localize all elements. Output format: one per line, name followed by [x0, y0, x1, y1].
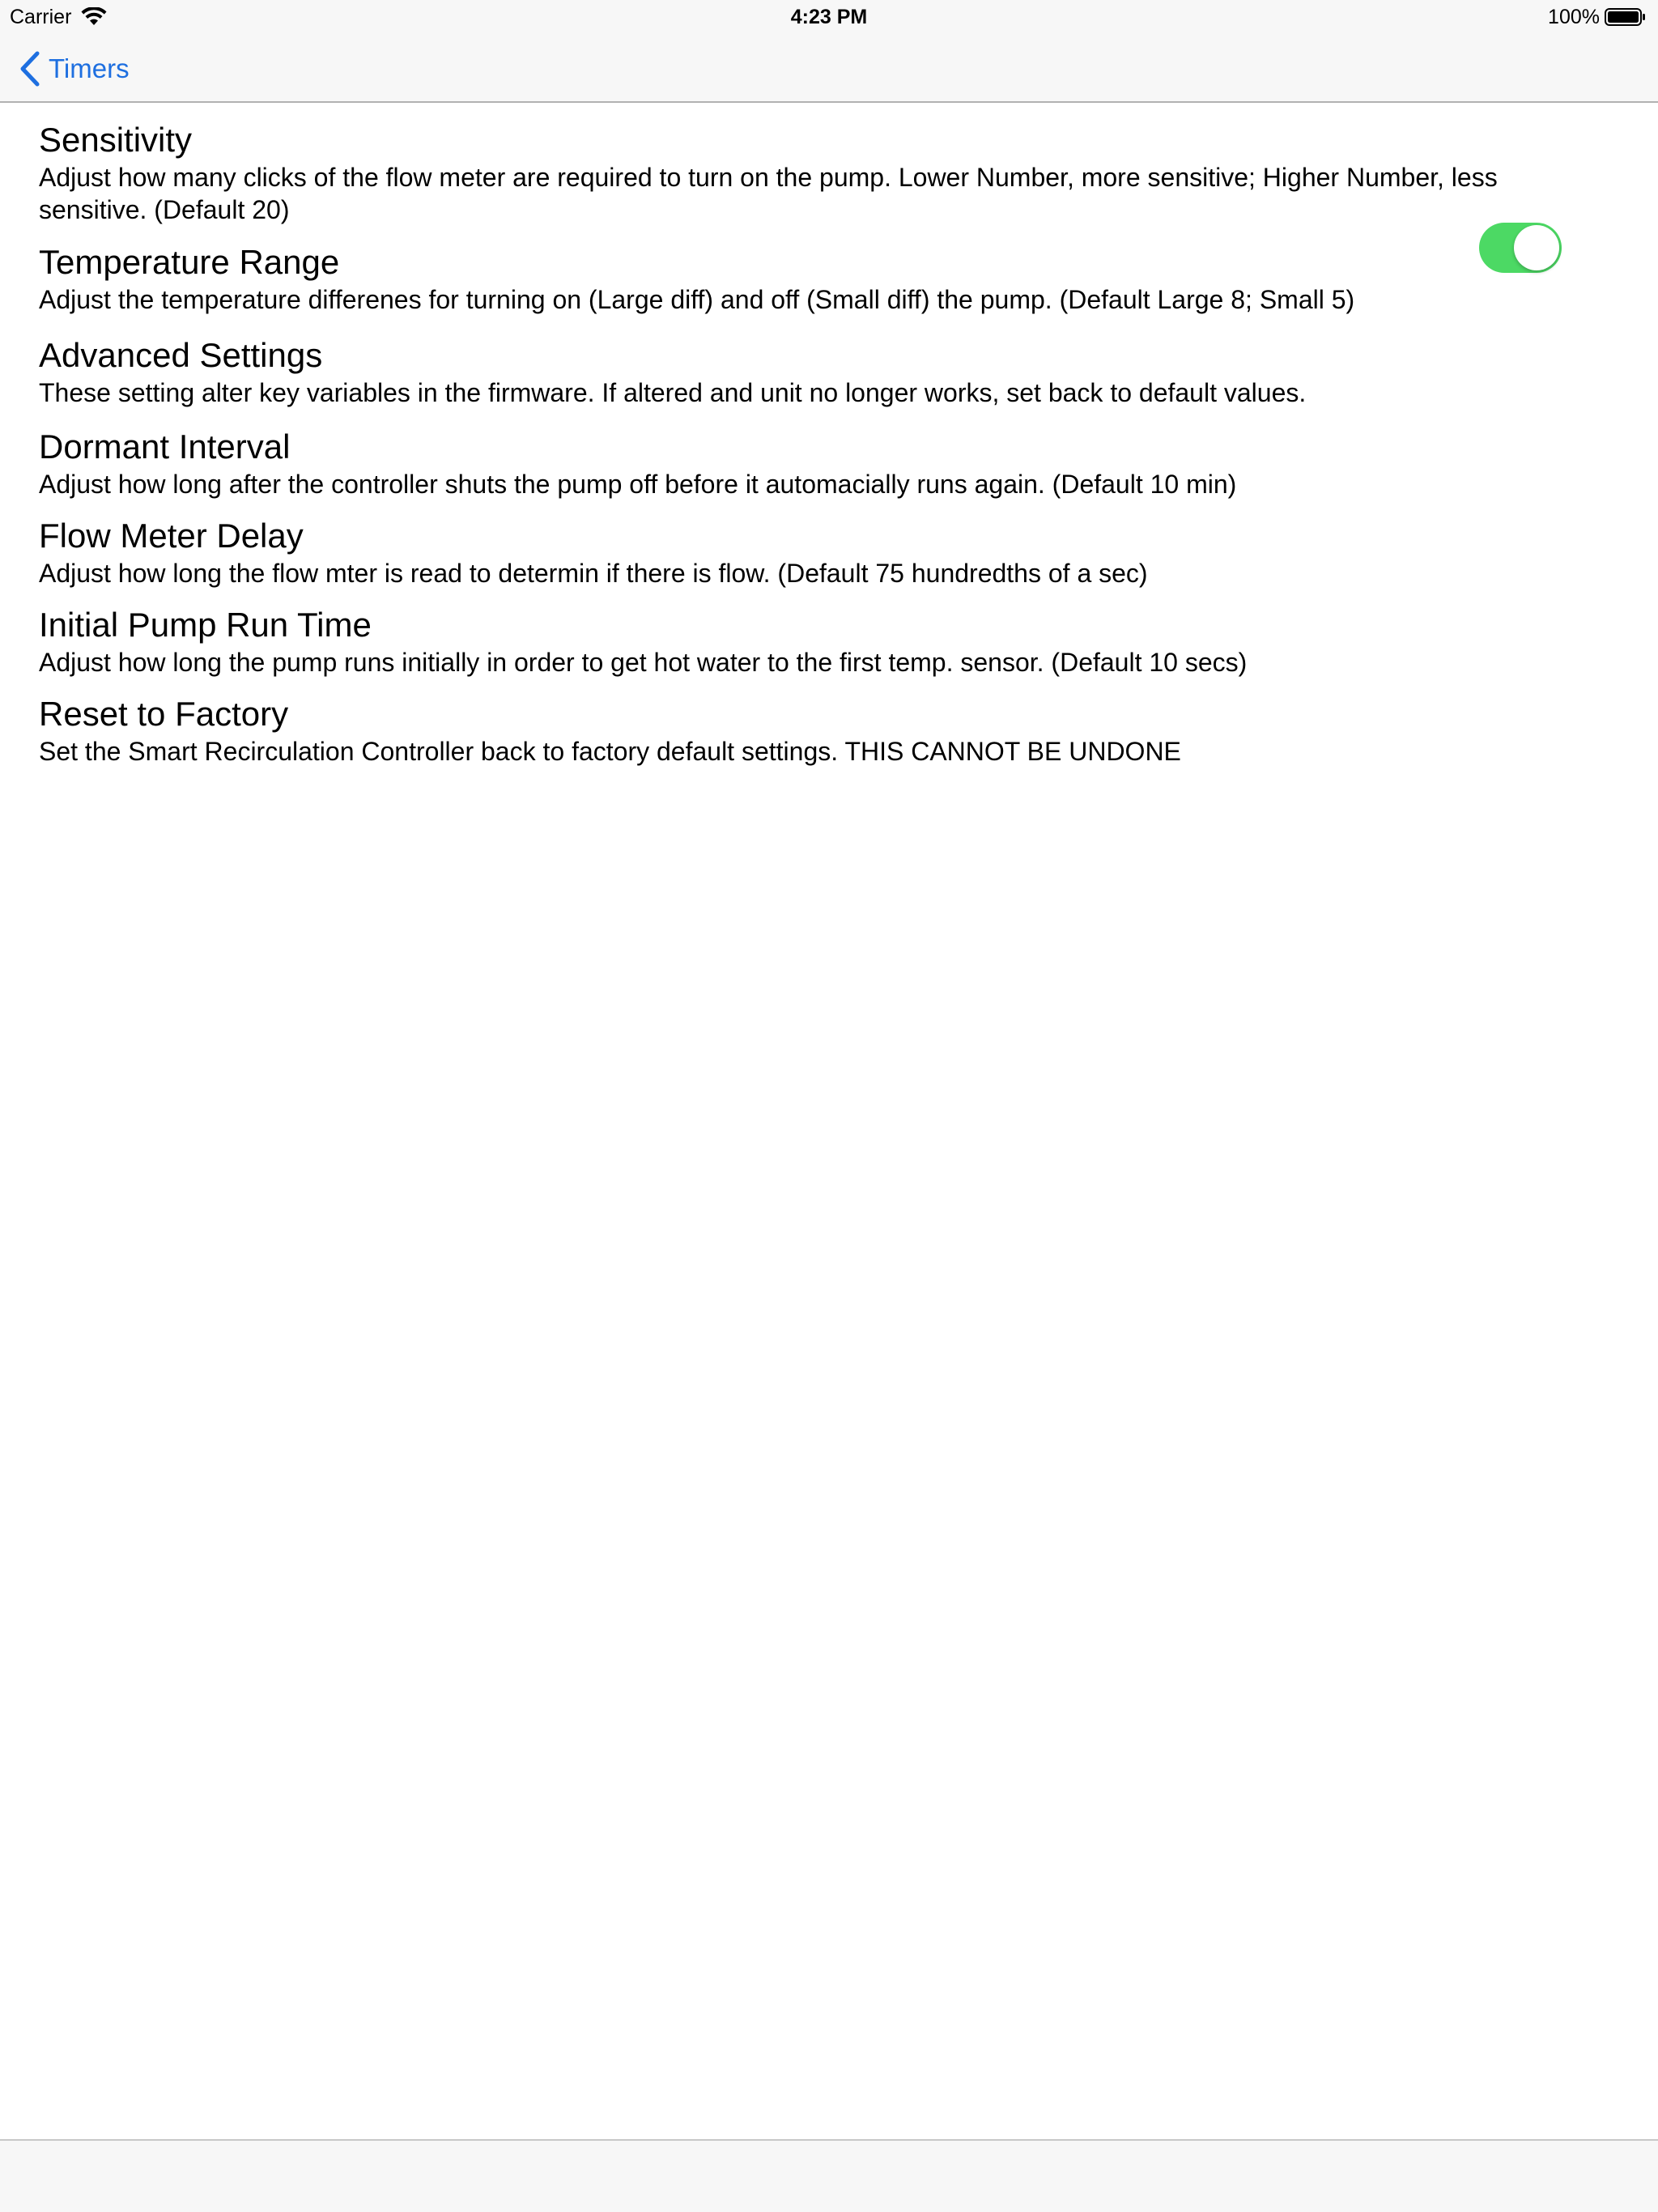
setting-title: Temperature Range: [39, 243, 340, 281]
status-battery: [1548, 4, 1647, 30]
setting-description: Set the Smart Recirculation Controller back to factory default settings. THIS CANNOT BE UNDONE: [39, 737, 1181, 766]
setting-temperature-range[interactable]: [39, 241, 1593, 316]
setting-description: Adjust the temperature differenes for turning on (Large diff) and off (Small diff) the pump. (Default Large 8; Small 5): [39, 285, 1355, 314]
battery-icon: [1605, 7, 1647, 27]
setting-description: Adjust how long the flow mter is read to determin if there is flow. (Default 75 hundredths of a sec): [39, 559, 1148, 588]
setting-title: Initial Pump Run Time: [39, 606, 372, 644]
setting-sensitivity[interactable]: [39, 119, 1593, 226]
bottom-toolbar: [0, 2139, 1658, 2212]
setting-title: Dormant Interval: [39, 428, 291, 466]
setting-title: Reset to Factory: [39, 695, 289, 733]
advanced-settings-toggle[interactable]: [1479, 223, 1562, 273]
chevron-left-icon: [18, 50, 42, 87]
carrier-label: Carrier: [10, 6, 72, 28]
setting-title: Sensitivity: [39, 121, 193, 159]
setting-description: Adjust how many clicks of the flow meter are required to turn on the pump. Lower Number, more sensitive; Higher Number, less sensitive. (Default 20): [39, 163, 1498, 224]
status-time: 4:23 PM: [790, 6, 868, 28]
toggle-knob: [1514, 225, 1559, 270]
setting-flow-meter-delay[interactable]: [39, 515, 1593, 589]
back-button[interactable]: [18, 49, 130, 89]
setting-advanced-settings: [39, 334, 1593, 409]
setting-dormant-interval[interactable]: [39, 426, 1593, 500]
navigation-bar: [0, 0, 1658, 103]
setting-title: Advanced Settings: [39, 336, 323, 374]
setting-description: These setting alter key variables in the firmware. If altered and unit no longer works, set back to default values.: [39, 378, 1307, 407]
setting-description: Adjust how long the pump runs initially in order to get hot water to the first temp. sensor. (Default 10 secs): [39, 648, 1248, 677]
back-label: Timers: [49, 53, 130, 83]
battery-percent: 100%: [1548, 6, 1600, 28]
setting-title: Flow Meter Delay: [39, 517, 304, 555]
setting-initial-pump-run-time[interactable]: [39, 604, 1593, 678]
setting-description: Adjust how long after the controller shuts the pump off before it automacially runs again. (Default 10 min): [39, 470, 1237, 499]
setting-reset-to-factory[interactable]: [39, 693, 1593, 768]
